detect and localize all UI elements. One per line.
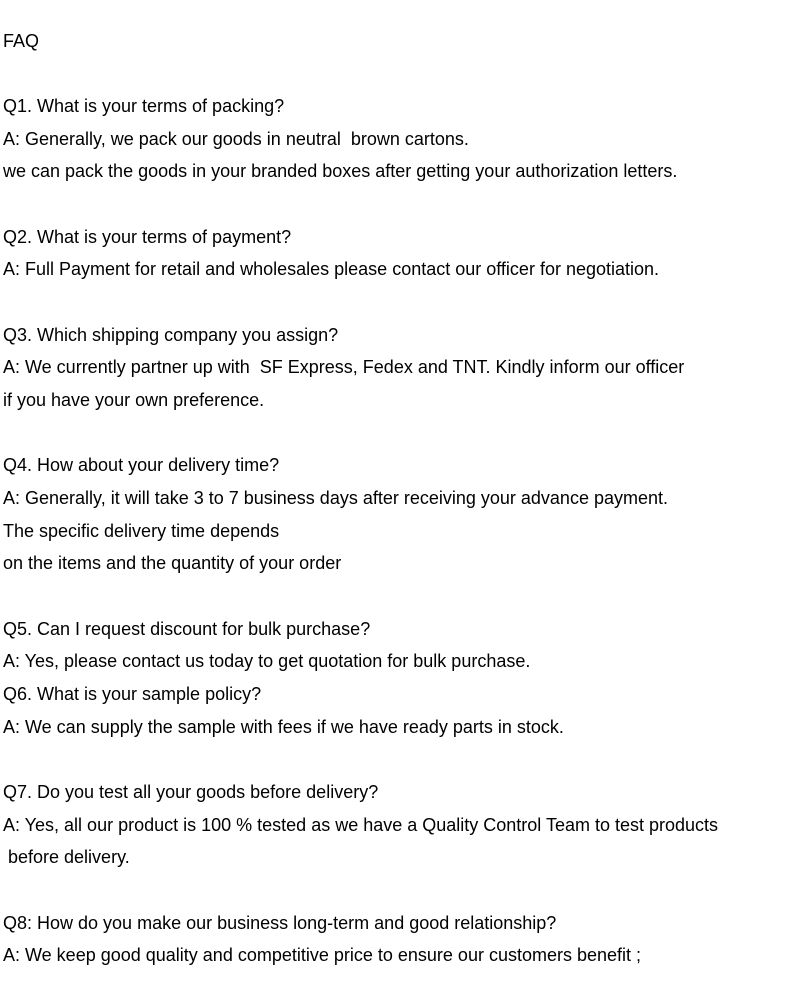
faq-q3-answer-line-2: if you have your own preference. [3, 390, 265, 410]
faq-q1-answer-line-2: we can pack the goods in your branded boxes after getting your authorization letters. [3, 161, 678, 181]
faq-heading: FAQ [3, 31, 40, 51]
faq-q7-answer-line-1: A: Yes, all our product is 100 % tested as we have a Quality Control Team to test products [3, 815, 719, 835]
faq-q1-question: Q1. What is your terms of packing? [3, 96, 285, 116]
faq-q6-answer-line-1: A: We can supply the sample with fees if we have ready parts in stock. [3, 717, 564, 737]
faq-q1-answer-line-1: A: Generally, we pack our goods in neutral brown cartons. [3, 129, 469, 149]
faq-q8-answer-line-1: A: We keep good quality and competitive price to ensure our customers benefit ; [3, 945, 642, 965]
faq-q5-answer-line-1: A: Yes, please contact us today to get quotation for bulk purchase. [3, 651, 531, 671]
faq-q4-answer-line-3: on the items and the quantity of your order [3, 553, 342, 573]
faq-q7-question: Q7. Do you test all your goods before delivery? [3, 782, 379, 802]
faq-q8-question: Q8: How do you make our business long-term and good relationship? [3, 913, 557, 933]
faq-q5-question: Q5. Can I request discount for bulk purchase? [3, 619, 371, 639]
faq-q7-answer-line-2: before delivery. [3, 847, 130, 867]
faq-q2-question: Q2. What is your terms of payment? [3, 227, 292, 247]
faq-q4-question: Q4. How about your delivery time? [3, 455, 280, 475]
faq-q3-question: Q3. Which shipping company you assign? [3, 325, 339, 345]
faq-q4-answer-line-1: A: Generally, it will take 3 to 7 business days after receiving your advance payment. [3, 488, 668, 508]
faq-q6-question: Q6. What is your sample policy? [3, 684, 262, 704]
faq-q4-answer-line-2: The specific delivery time depends [3, 521, 280, 541]
faq-q2-answer-line-1: A: Full Payment for retail and wholesales please contact our officer for negotiation. [3, 259, 660, 279]
faq-q3-answer-line-1: A: We currently partner up with SF Express, Fedex and TNT. Kindly inform our officer [3, 357, 685, 377]
